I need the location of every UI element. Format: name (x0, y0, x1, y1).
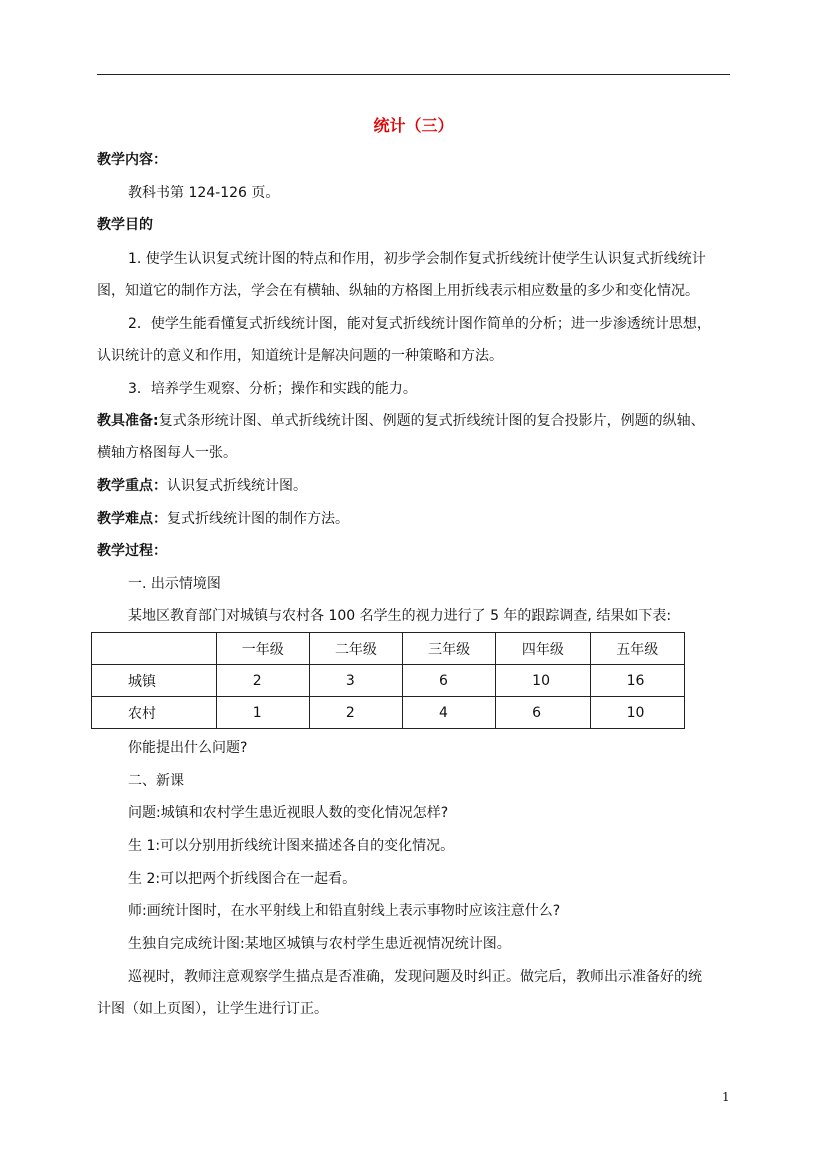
table-header-cell: 二年级 (309, 633, 402, 665)
page-number: 1 (722, 1090, 730, 1104)
tools-text: 复式条形统计图、单式折线统计图、例题的复式折线统计图的复合投影片，例题的纵轴、 (158, 413, 705, 429)
process-label: 教学过程： (97, 543, 167, 559)
diff-label: 教学难点： (97, 511, 167, 527)
table-header-row (92, 633, 685, 665)
table-row (92, 665, 685, 697)
goal1-line1: 1. 使学生认识复式统计图的特点和作用，初步学会制作复式折线统计使学生认识复式折线统计 (128, 251, 706, 267)
difficulty (97, 509, 737, 529)
diff-text: 复式折线统计图的制作方法。 (167, 511, 349, 527)
content-label: 教学内容： (97, 152, 167, 168)
table-header-cell: 四年级 (496, 633, 590, 665)
table-cell: 2 (309, 697, 402, 729)
row-label: 农村 (92, 697, 217, 729)
table-cell: 2 (216, 665, 309, 697)
key-text: 认识复式折线统计图。 (167, 478, 307, 494)
table-cell: 1 (216, 697, 309, 729)
table-header-cell: 五年级 (590, 633, 684, 665)
goal2-line2: 认识统计的意义和作用，知道统计是解决问题的一种策略和方法。 (97, 348, 503, 364)
survey-table (91, 632, 685, 729)
key-point (97, 476, 737, 496)
step2: 二、新课 (128, 773, 184, 789)
table-row (92, 697, 685, 729)
goal2-line1: 2．使学生能看懂复式折线统计图，能对复式折线统计图作简单的分析；进一步渗透统计思想， (128, 316, 711, 332)
task: 生独自完成统计图:某地区城镇与农村学生患近视情况统计图。 (128, 936, 511, 952)
key-label: 教学重点： (97, 478, 167, 494)
document-title: 统计（三） (373, 116, 454, 135)
tools-line2: 横轴方格图每人一张。 (97, 445, 237, 461)
table-cell: 16 (590, 665, 684, 697)
step1: 一. 出示情境图 (128, 576, 221, 592)
table-cell: 10 (496, 665, 590, 697)
goal1-line2: 图，知道它的制作方法，学会在有横轴、纵轴的方格图上用折线表示相应数量的多少和变化情况。 (97, 283, 699, 299)
patrol-line2: 计图（如上页图），让学生进行订正。 (97, 1001, 328, 1017)
row-label: 城镇 (92, 665, 217, 697)
table-cell: 10 (590, 697, 684, 729)
tools-line1 (97, 411, 737, 431)
problem: 问题:城镇和农村学生患近视眼人数的变化情况怎样? (128, 805, 449, 821)
table-cell: 6 (403, 665, 496, 697)
student2: 生 2:可以把两个折线图合在一起看。 (128, 871, 357, 887)
header-rule (97, 74, 730, 75)
patrol-line1: 巡视时，教师注意观察学生描点是否准确，发现问题及时纠正。做完后，教师出示准备好的统 (128, 969, 702, 985)
table-header-cell: 三年级 (403, 633, 496, 665)
table-cell: 3 (309, 665, 402, 697)
scenario: 某地区教育部门对城镇与农村各 100 名学生的视力进行了 5 年的跟踪调查, 结果如下表: (128, 608, 672, 624)
goal-label: 教学目的 (97, 217, 153, 233)
table-header-cell: 一年级 (216, 633, 309, 665)
student1: 生 1:可以分别用折线统计图来描述各自的变化情况。 (128, 838, 455, 854)
question: 你能提出什么问题? (128, 740, 248, 756)
goal3: 3．培养学生观察、分析；操作和实践的能力。 (128, 381, 417, 397)
table-cell: 6 (496, 697, 590, 729)
content-text: 教科书第 124-126 页。 (128, 185, 280, 201)
tools-label: 教具准备: (97, 413, 159, 429)
table-cell: 4 (403, 697, 496, 729)
table-cell (92, 633, 217, 665)
teacher: 师:画统计图时，在水平射线上和铅直射线上表示事物时应该注意什么? (128, 903, 561, 919)
